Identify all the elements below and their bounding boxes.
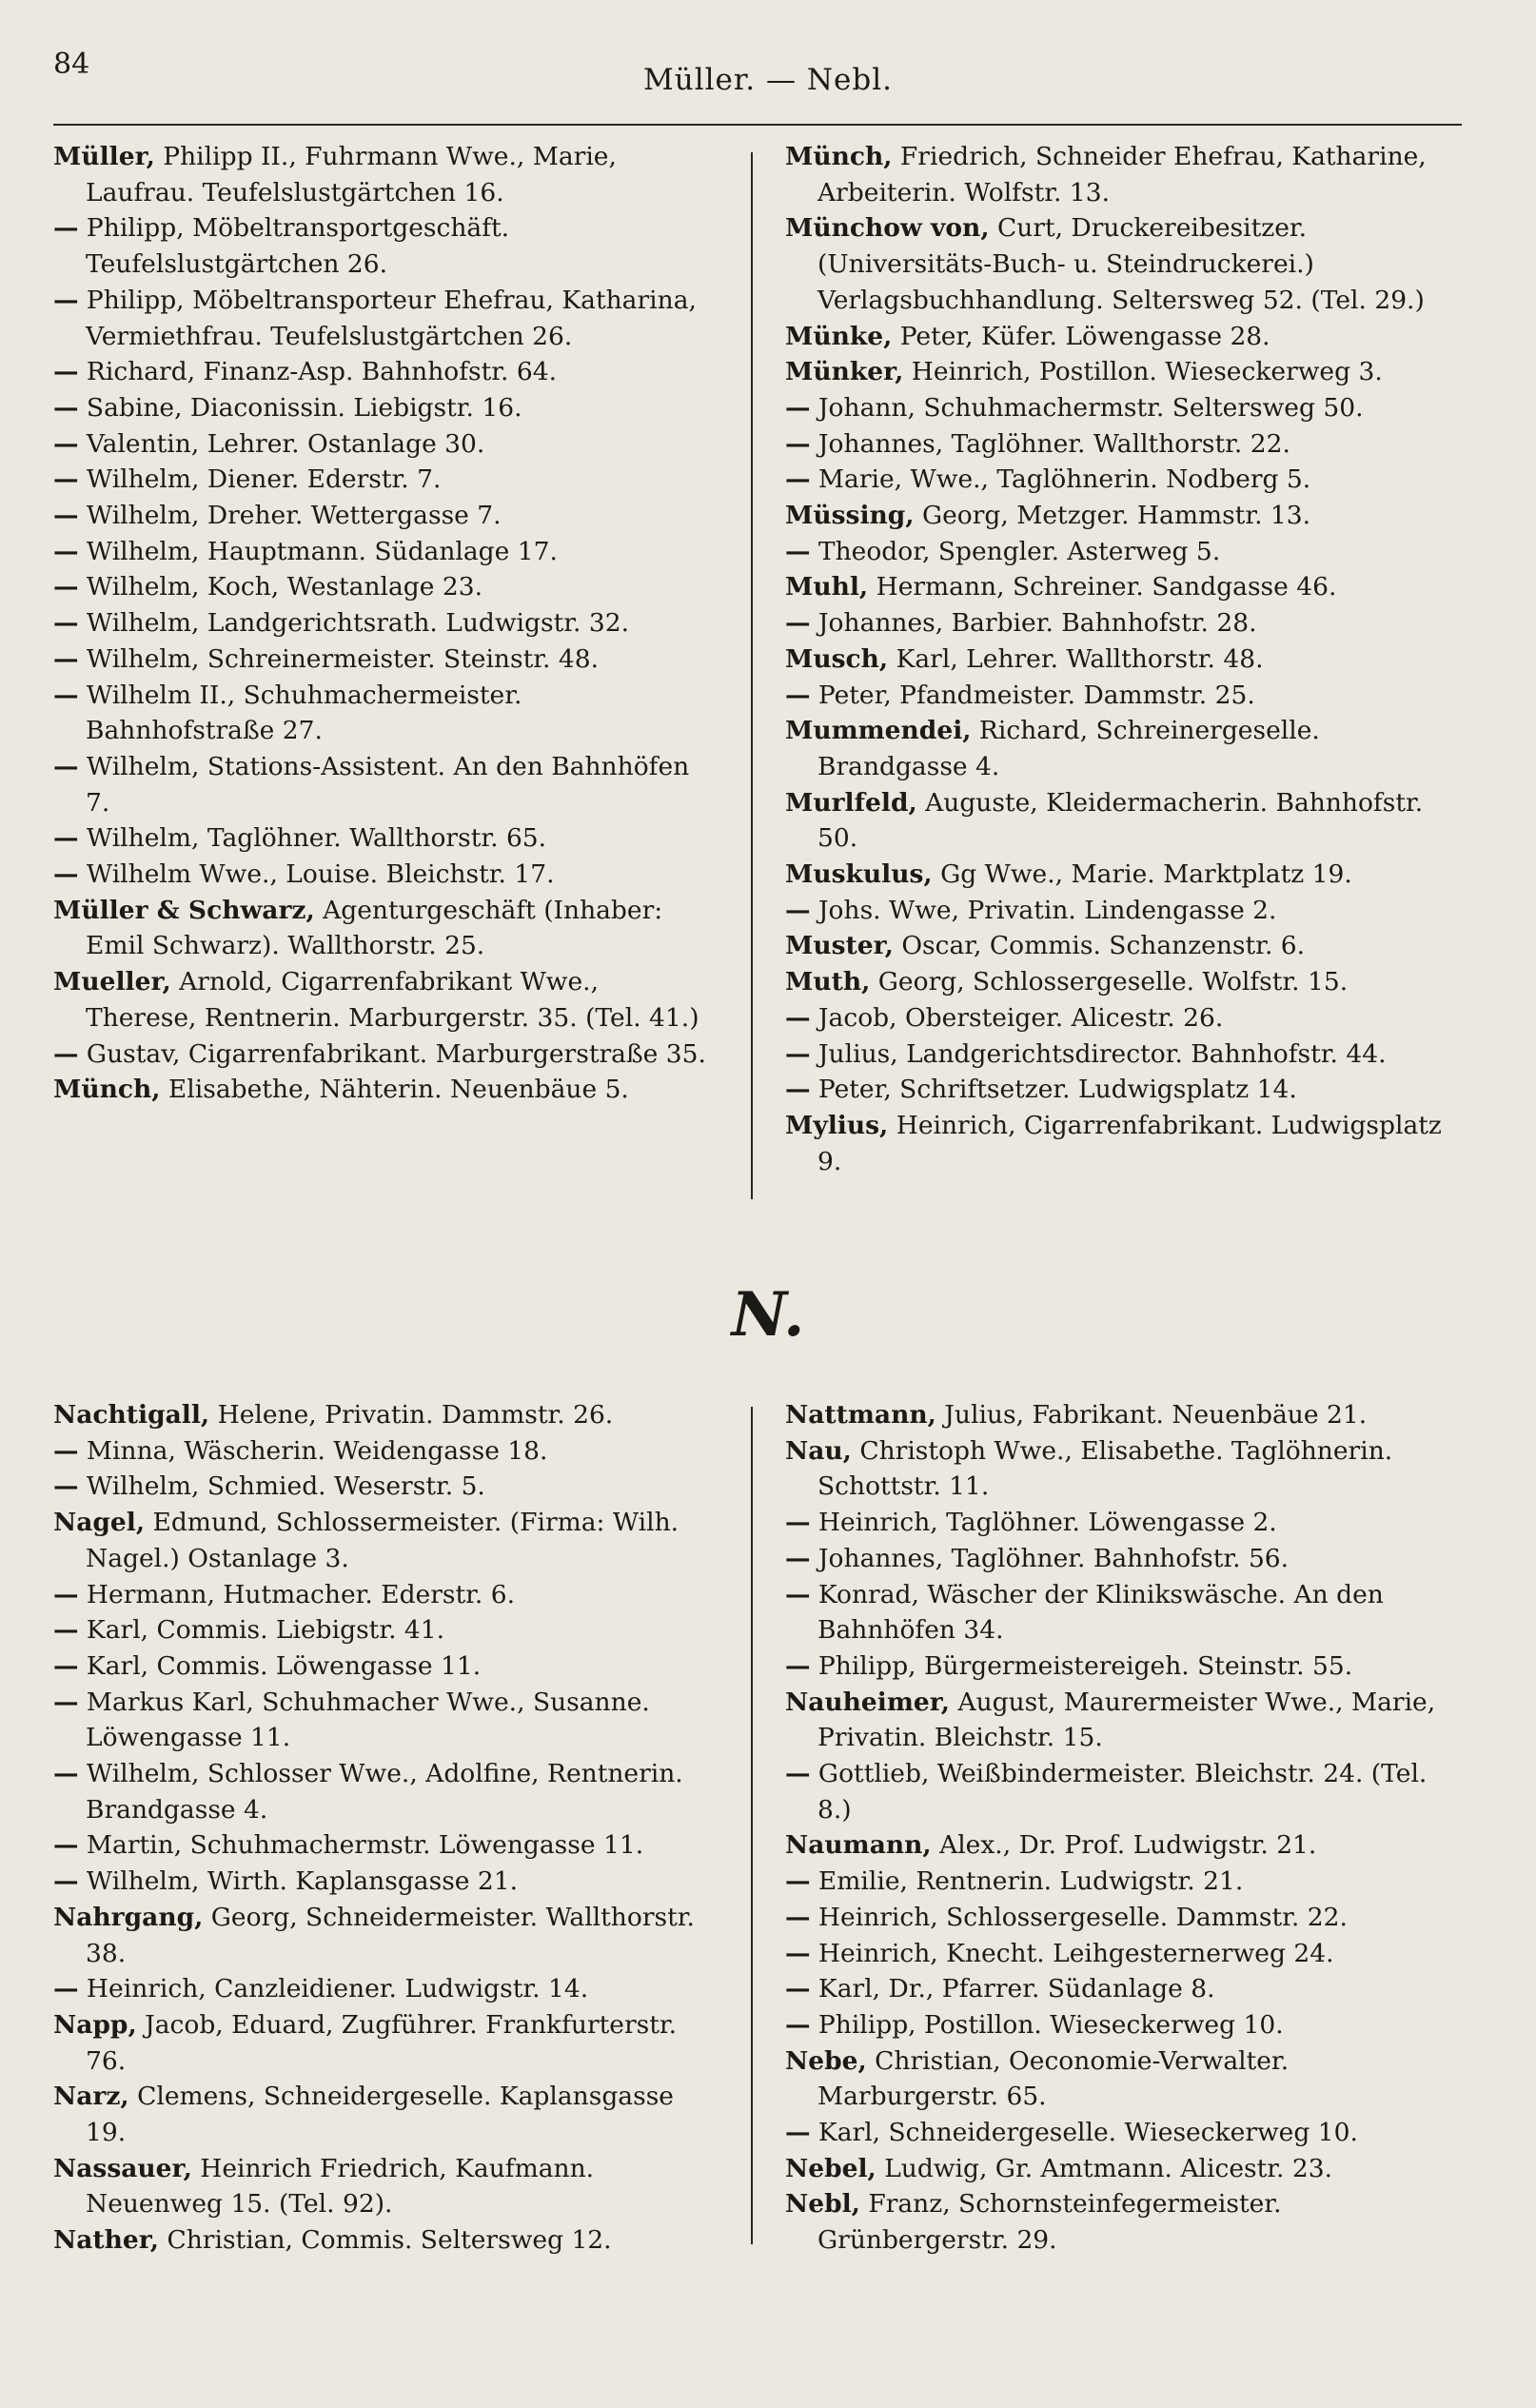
directory-entry xyxy=(53,354,716,390)
column-divider-upper xyxy=(751,152,753,1199)
entry-surname: — xyxy=(785,1938,811,1968)
running-head: Müller. — Nebl. xyxy=(643,63,893,97)
directory-entry xyxy=(53,426,716,463)
entry-details: Wilhelm, Schlosser Wwe., Adolfine, Rentnerin. Brandgasse 4. xyxy=(78,1759,683,1825)
entry-surname: — xyxy=(53,1435,79,1466)
entry-surname: — xyxy=(785,1759,811,1789)
directory-entry xyxy=(53,210,716,282)
directory-entry xyxy=(53,1827,716,1864)
entry-surname: — xyxy=(785,1075,811,1105)
entry-surname: — xyxy=(53,1650,79,1681)
directory-entry xyxy=(785,641,1463,678)
directory-entry xyxy=(53,1648,716,1685)
entry-details: Wilhelm, Schreinermeister. Steinstr. 48. xyxy=(78,643,599,674)
directory-entry xyxy=(785,1577,1463,1648)
entry-details: Oscar, Commis. Schanzenstr. 6. xyxy=(893,931,1306,961)
entry-surname: — xyxy=(785,1974,811,2004)
directory-entry xyxy=(53,1900,716,1971)
directory-entry xyxy=(785,1864,1463,1900)
entry-details: Johann, Schuhmachermstr. Seltersweg 50. xyxy=(810,392,1364,423)
entry-details: Heinrich, Taglöhner. Löwengasse 2. xyxy=(810,1508,1277,1538)
directory-entry xyxy=(785,569,1463,605)
section-letter: N. xyxy=(731,1279,805,1351)
entry-surname: — xyxy=(53,643,79,674)
entry-details: Wilhelm II., Schuhmachermeister. Bahnhofstraße 27. xyxy=(78,680,522,746)
upper-left-column xyxy=(53,139,716,1108)
entry-details: Johannes, Barbier. Bahnhofstr. 28. xyxy=(810,608,1257,639)
entry-details: Wilhelm Wwe., Louise. Bleichstr. 17. xyxy=(78,859,555,890)
entry-surname: — xyxy=(785,2118,811,2148)
entry-details: Heinrich, Canzleidiener. Ludwigstr. 14. xyxy=(78,1974,589,2004)
entry-surname: — xyxy=(53,1579,79,1609)
entry-surname: Nebe, xyxy=(785,2045,867,2076)
entry-details: Wilhelm, Wirth. Kaplansgasse 21. xyxy=(78,1866,519,1897)
entry-details: Johannes, Taglöhner. Wallthorstr. 22. xyxy=(810,428,1290,459)
entry-details: Valentin, Lehrer. Ostanlage 30. xyxy=(78,428,485,459)
directory-entry xyxy=(53,1756,716,1827)
directory-entry xyxy=(53,498,716,534)
entry-surname: Napp, xyxy=(53,2009,137,2040)
directory-entry xyxy=(53,2151,716,2222)
directory-entry xyxy=(785,319,1463,355)
entry-details: Jacob, Eduard, Zugführer. Frankfurterstr. 76. xyxy=(86,2009,678,2076)
entry-details: Gg Wwe., Marie. Marktplatz 19. xyxy=(932,859,1352,890)
lower-left-column xyxy=(53,1397,716,2259)
entry-details: Philipp, Möbeltransportgeschäft. Teufelslustgärtchen 26. xyxy=(78,213,510,280)
entry-details: Heinrich, Postillon. Wieseckerweg 3. xyxy=(903,357,1383,387)
lower-right-column xyxy=(785,1397,1463,2259)
directory-entry xyxy=(785,2007,1463,2043)
entry-surname: Müller, xyxy=(53,142,155,171)
entry-details: Elisabethe, Nähterin. Neuenbäue 5. xyxy=(160,1075,629,1105)
entry-details: Peter, Schriftsetzer. Ludwigsplatz 14. xyxy=(810,1075,1297,1105)
entry-details: Hermann, Hutmacher. Ederstr. 6. xyxy=(78,1579,516,1609)
entry-details: Wilhelm, Stations-Assistent. An den Bahnhöfen 7. xyxy=(78,751,690,818)
entry-details: Ludwig, Gr. Amtmann. Alicestr. 23. xyxy=(876,2153,1332,2183)
entry-details: Markus Karl, Schuhmacher Wwe., Susanne. Löwengasse 11. xyxy=(78,1687,650,1753)
entry-details: Heinrich, Cigarrenfabrikant. Ludwigsplatz 9. xyxy=(817,1110,1442,1176)
entry-details: Philipp, Möbeltransporteur Ehefrau, Katharina, Vermiethfrau. Teufelslustgärtchen 26. xyxy=(78,285,697,351)
entry-details: Hermann, Schreiner. Sandgasse 46. xyxy=(868,572,1337,602)
entry-details: Heinrich, Schlossergeselle. Dammstr. 22. xyxy=(810,1902,1348,1932)
directory-entry xyxy=(785,354,1463,390)
entry-surname: — xyxy=(785,1866,811,1897)
entry-details: Karl, Lehrer. Wallthorstr. 48. xyxy=(888,643,1264,674)
entry-surname: — xyxy=(785,428,811,459)
directory-entry xyxy=(53,1864,716,1900)
entry-surname: — xyxy=(785,1650,811,1681)
entry-surname: Narz, xyxy=(53,2082,129,2112)
entry-surname: — xyxy=(53,1038,79,1069)
entry-surname: — xyxy=(53,751,79,781)
entry-surname: Münch, xyxy=(53,1075,161,1105)
entry-surname: — xyxy=(785,1508,811,1538)
entry-details: Wilhelm, Schmied. Weserstr. 5. xyxy=(78,1471,485,1502)
entry-details: Wilhelm, Landgerichtsrath. Ludwigstr. 32. xyxy=(78,608,629,639)
directory-entry xyxy=(785,210,1463,318)
directory-entry xyxy=(53,641,716,678)
entry-details: Julius, Landgerichtsdirector. Bahnhofstr. 44. xyxy=(810,1038,1387,1069)
entry-details: Franz, Schornsteinfegermeister. Grünbergerstr. 29. xyxy=(817,2189,1282,2256)
entry-surname: — xyxy=(53,572,79,602)
page-number: 84 xyxy=(53,48,90,81)
directory-entry xyxy=(785,498,1463,534)
entry-surname: — xyxy=(53,680,79,710)
entry-details: Johannes, Taglöhner. Bahnhofstr. 56. xyxy=(810,1543,1290,1573)
entry-details: Richard, Schreinergeselle. Brandgasse 4. xyxy=(817,716,1320,781)
directory-entry xyxy=(785,1036,1463,1073)
entry-surname: — xyxy=(785,1902,811,1932)
directory-entry xyxy=(53,2222,716,2259)
entry-details: Karl, Commis. Löwengasse 11. xyxy=(78,1650,482,1681)
directory-entry xyxy=(785,1108,1463,1179)
directory-entry xyxy=(53,569,716,605)
entry-surname: — xyxy=(53,1759,79,1789)
entry-details: Richard, Finanz-Asp. Bahnhofstr. 64. xyxy=(78,357,558,387)
directory-entry xyxy=(785,713,1463,784)
entry-details: Minna, Wäscherin. Weidengasse 18. xyxy=(78,1435,548,1466)
directory-entry xyxy=(785,390,1463,426)
directory-entry xyxy=(53,2079,716,2150)
entry-details: Helene, Privatin. Dammstr. 26. xyxy=(209,1400,614,1430)
directory-entry xyxy=(53,1036,716,1073)
directory-entry xyxy=(785,928,1463,964)
entry-details: August, Maurermeister Wwe., Marie, Privatin. Bleichstr. 15. xyxy=(817,1687,1436,1753)
directory-entry xyxy=(53,1072,716,1108)
entry-surname: Nather, xyxy=(53,2225,160,2256)
entry-surname: Nau, xyxy=(785,1435,852,1466)
entry-surname: Nahrgang, xyxy=(53,1902,204,1932)
directory-entry xyxy=(785,2115,1463,2151)
entry-details: Philipp II., Fuhrmann Wwe., Marie, Laufrau. Teufelslustgärtchen 16. xyxy=(86,142,617,207)
entry-details: Theodor, Spengler. Asterweg 5. xyxy=(810,536,1221,566)
entry-details: Philipp, Postillon. Wieseckerweg 10. xyxy=(810,2009,1284,2040)
directory-entry xyxy=(785,1648,1463,1685)
entry-details: Heinrich, Knecht. Leihgesternerweg 24. xyxy=(810,1938,1334,1968)
directory-entry xyxy=(785,1900,1463,1936)
directory-entry xyxy=(785,964,1463,1000)
directory-entry xyxy=(53,820,716,857)
directory-entry xyxy=(785,1936,1463,1972)
directory-entry xyxy=(785,1505,1463,1541)
entry-surname: — xyxy=(53,501,79,531)
entry-details: Arnold, Cigarrenfabrikant Wwe., Therese, Rentnerin. Marburgerstr. 35. (Tel. 41.) xyxy=(86,967,699,1033)
entry-surname: Muhl, xyxy=(785,572,869,602)
directory-entry xyxy=(53,462,716,498)
entry-surname: Mueller, xyxy=(53,967,171,997)
entry-details: Alex., Dr. Prof. Ludwigstr. 21. xyxy=(931,1830,1317,1861)
entry-surname: Nattmann, xyxy=(785,1400,936,1430)
entry-surname: — xyxy=(53,1866,79,1897)
directory-entry xyxy=(785,1827,1463,1864)
entry-details: Konrad, Wäscher der Klinikswäsche. An den Bahnhöfen 34. xyxy=(810,1579,1384,1646)
directory-entry xyxy=(785,1541,1463,1577)
directory-entry xyxy=(53,857,716,893)
directory-entry xyxy=(785,2151,1463,2187)
entry-details: Georg, Metzger. Hammstr. 13. xyxy=(914,501,1311,531)
entry-details: Christoph Wwe., Elisabethe. Taglöhnerin. Schottstr. 11. xyxy=(817,1435,1393,1502)
directory-entry xyxy=(785,426,1463,463)
column-divider-lower xyxy=(751,1407,753,2244)
directory-entry xyxy=(785,2043,1463,2115)
directory-entry xyxy=(53,534,716,570)
entry-surname: — xyxy=(785,1543,811,1573)
entry-details: Christian, Oeconomie-Verwalter. Marburgerstr. 65. xyxy=(817,2045,1290,2112)
entry-details: Christian, Commis. Seltersweg 12. xyxy=(159,2225,612,2256)
entry-surname: — xyxy=(53,1687,79,1717)
entry-details: Marie, Wwe., Taglöhnerin. Nodberg 5. xyxy=(810,464,1311,495)
entry-details: Wilhelm, Koch, Westanlage 23. xyxy=(78,572,483,602)
directory-entry xyxy=(785,139,1463,210)
entry-details: Gustav, Cigarrenfabrikant. Marburgerstraße 35. xyxy=(78,1038,706,1069)
entry-surname: Mylius, xyxy=(785,1110,889,1140)
directory-entry xyxy=(53,1577,716,1613)
directory-entry xyxy=(53,678,716,749)
directory-entry xyxy=(53,2007,716,2079)
entry-details: Gottlieb, Weißbindermeister. Bleichstr. 24. (Tel. 8.) xyxy=(810,1759,1428,1825)
entry-surname: Mummendei, xyxy=(785,716,972,746)
directory-entry xyxy=(785,893,1463,929)
entry-surname: — xyxy=(53,859,79,890)
entry-details: Wilhelm, Diener. Ederstr. 7. xyxy=(78,464,442,495)
entry-surname: — xyxy=(53,608,79,639)
entry-surname: Nachtigall, xyxy=(53,1400,210,1430)
entry-details: Georg, Schlossergeselle. Wolfstr. 15. xyxy=(870,967,1349,997)
directory-entry xyxy=(53,283,716,354)
entry-surname: — xyxy=(785,1038,811,1069)
entry-surname: Müssing, xyxy=(785,501,915,531)
directory-entry xyxy=(785,534,1463,570)
directory-entry xyxy=(53,1397,716,1433)
entry-surname: — xyxy=(53,1471,79,1502)
directory-entry xyxy=(785,605,1463,641)
entry-details: Martin, Schuhmachermstr. Löwengasse 11. xyxy=(78,1830,644,1861)
entry-details: Heinrich Friedrich, Kaufmann. Neuenweg 15. (Tel. 92). xyxy=(86,2153,595,2220)
entry-details: Georg, Schneidermeister. Wallthorstr. 38. xyxy=(86,1902,695,1968)
entry-surname: — xyxy=(53,357,79,387)
entry-surname: Muskulus, xyxy=(785,859,933,890)
directory-entry xyxy=(785,462,1463,498)
entry-surname: Nassauer, xyxy=(53,2153,192,2183)
entry-surname: Münke, xyxy=(785,321,893,351)
entry-details: Karl, Schneidergeselle. Wieseckerweg 10. xyxy=(810,2118,1358,2148)
entry-surname: — xyxy=(53,285,79,315)
header-rule xyxy=(53,124,1462,126)
directory-entry xyxy=(785,1685,1463,1756)
entry-details: Julius, Fabrikant. Neuenbäue 21. xyxy=(935,1400,1368,1430)
directory-entry xyxy=(785,1072,1463,1108)
entry-surname: Murlfeld, xyxy=(785,787,917,818)
entry-surname: — xyxy=(785,2009,811,2040)
directory-entry xyxy=(785,1971,1463,2007)
directory-entry xyxy=(53,1505,716,1576)
entry-surname: Nauheimer, xyxy=(785,1687,951,1717)
entry-surname: — xyxy=(53,536,79,566)
directory-entry xyxy=(53,139,716,210)
entry-surname: Münker, xyxy=(785,357,904,387)
entry-surname: — xyxy=(785,895,811,925)
entry-surname: — xyxy=(53,464,79,495)
entry-details: Clemens, Schneidergeselle. Kaplansgasse 19. xyxy=(86,2082,674,2148)
directory-entry xyxy=(785,1756,1463,1827)
entry-surname: — xyxy=(785,608,811,639)
directory-entry xyxy=(785,857,1463,893)
entry-details: Karl, Commis. Liebigstr. 41. xyxy=(78,1615,445,1646)
entry-surname: — xyxy=(53,392,79,423)
directory-entry xyxy=(53,1971,716,2007)
entry-surname: — xyxy=(53,1974,79,2004)
entry-details: Wilhelm, Dreher. Wettergasse 7. xyxy=(78,501,502,531)
directory-entry xyxy=(53,1612,716,1648)
entry-surname: — xyxy=(53,1615,79,1646)
entry-surname: Nebl, xyxy=(785,2189,860,2220)
entry-surname: — xyxy=(53,823,79,854)
entry-surname: Müller & Schwarz, xyxy=(53,895,315,925)
entry-details: Jacob, Obersteiger. Alicestr. 26. xyxy=(810,1002,1224,1033)
entry-details: Philipp, Bürgermeistereigeh. Steinstr. 55. xyxy=(810,1650,1353,1681)
entry-surname: — xyxy=(785,392,811,423)
entry-details: Curt, Druckereibesitzer. (Universitäts-Buch- u. Steindruckerei.) Verlagsbuchhandlung. Seltersweg 52. (Tel. 29.) xyxy=(817,213,1425,315)
entry-surname: Naumann, xyxy=(785,1830,932,1861)
entry-surname: — xyxy=(53,428,79,459)
entry-details: Peter, Küfer. Löwengasse 28. xyxy=(892,321,1270,351)
entry-details: Auguste, Kleidermacherin. Bahnhofstr. 50. xyxy=(817,787,1424,854)
entry-surname: Nagel, xyxy=(53,1508,146,1538)
entry-surname: Münchow von, xyxy=(785,213,990,244)
entry-details: Friedrich, Schneider Ehefrau, Katharine, Arbeiterin. Wolfstr. 13. xyxy=(817,142,1427,207)
directory-entry xyxy=(53,605,716,641)
directory-entry xyxy=(785,2186,1463,2258)
directory-entry xyxy=(53,964,716,1036)
entry-surname: Musch, xyxy=(785,643,889,674)
entry-surname: Muster, xyxy=(785,931,894,961)
directory-entry xyxy=(785,1433,1463,1505)
directory-entry xyxy=(785,678,1463,714)
entry-surname: — xyxy=(785,464,811,495)
directory-entry xyxy=(53,1685,716,1756)
entry-surname: — xyxy=(53,213,79,244)
entry-details: Emilie, Rentnerin. Ludwigstr. 21. xyxy=(810,1866,1244,1897)
entry-details: Edmund, Schlossermeister. (Firma: Wilh. Nagel.) Ostanlage 3. xyxy=(86,1508,679,1573)
entry-details: Karl, Dr., Pfarrer. Südanlage 8. xyxy=(810,1974,1215,2004)
directory-entry xyxy=(785,785,1463,857)
entry-details: Agenturgeschäft (Inhaber: Emil Schwarz). Wallthorstr. 25. xyxy=(86,895,663,961)
directory-entry xyxy=(53,749,716,820)
entry-surname: — xyxy=(785,680,811,710)
directory-entry xyxy=(53,1469,716,1505)
directory-entry xyxy=(53,893,716,964)
entry-details: Peter, Pfandmeister. Dammstr. 25. xyxy=(810,680,1255,710)
entry-surname: Muth, xyxy=(785,967,871,997)
entry-surname: — xyxy=(785,1002,811,1033)
entry-details: Wilhelm, Taglöhner. Wallthorstr. 65. xyxy=(78,823,547,854)
directory-entry xyxy=(53,390,716,426)
directory-entry xyxy=(53,1433,716,1470)
directory-entry xyxy=(785,1000,1463,1036)
entry-surname: — xyxy=(785,536,811,566)
entry-details: Wilhelm, Hauptmann. Südanlage 17. xyxy=(78,536,558,566)
entry-details: Sabine, Diaconissin. Liebigstr. 16. xyxy=(78,392,522,423)
entry-surname: — xyxy=(53,1830,79,1861)
upper-right-column xyxy=(785,139,1463,1179)
entry-surname: Münch, xyxy=(785,142,893,171)
entry-details: Johs. Wwe, Privatin. Lindengasse 2. xyxy=(810,895,1277,925)
entry-surname: Nebel, xyxy=(785,2153,876,2183)
entry-surname: — xyxy=(785,1579,811,1609)
directory-entry xyxy=(785,1397,1463,1433)
